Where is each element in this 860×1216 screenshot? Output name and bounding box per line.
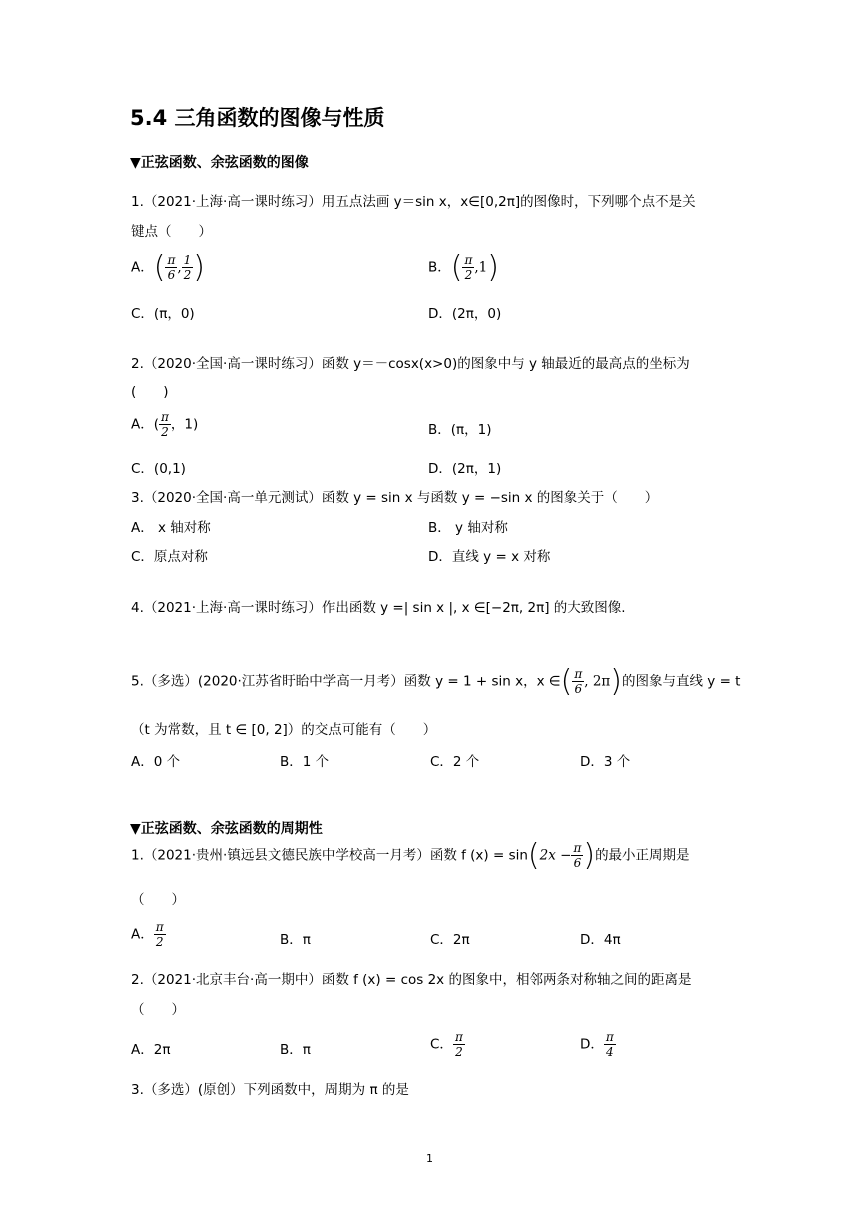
fraction: $\frac{\pi}{2}$ <box>454 1030 463 1059</box>
question-2-line1: 2.（2020·全国·高一课时练习）函数 y＝－cosx(x>0)的图象中与 y 轴最近的最高点的坐标为 <box>131 356 690 372</box>
question-1-line2: 键点（ ） <box>131 224 212 240</box>
page-number: 1 <box>426 1152 433 1165</box>
period-q2-option-b: B．π <box>280 1042 311 1058</box>
period-q2-option-c: C． $\frac{\pi}{2}$ <box>430 1030 463 1059</box>
period-q2-option-a: A．2π <box>131 1042 171 1058</box>
fraction: $\frac{\pi}{4}$ <box>605 1030 614 1059</box>
period-question-2-line2: （ ） <box>131 1002 185 1018</box>
q3-option-b: B． y 轴对称 <box>428 520 508 536</box>
question-3: 3.（2020·全国·高一单元测试）函数 y = sin x 与函数 y = −sin x 的图象关于（ ） <box>131 490 659 506</box>
q5-option-a: A．0 个 <box>131 754 181 770</box>
q2-option-a: A．( $\frac{\pi}{2}$ ，1) <box>131 410 199 439</box>
q5-option-d: D．3 个 <box>580 754 631 770</box>
q1-option-a: A．( $\frac{\pi}{6}$ , $\frac{1}{2}$ ) <box>131 250 206 285</box>
period-question-1-line2: （ ） <box>131 892 185 908</box>
question-2-line2: ( ) <box>131 384 169 400</box>
fraction: $\frac{\pi}{2}$ <box>161 410 169 439</box>
question-1-line1: 1.（2021·上海·高一课时练习）用五点法画 y＝sin x，x∈[0,2π]的图像时，下列哪个点不是关 <box>131 194 696 210</box>
period-q1-option-a: A． $\frac{\pi}{2}$ <box>131 920 164 949</box>
q1-option-b: B．( $\frac{\pi}{2}$ ,1) <box>428 250 499 285</box>
q1-option-d: D．(2π，0) <box>428 306 502 322</box>
page-title: 5.4 三角函数的图像与性质 <box>130 106 385 130</box>
fraction: $\frac{\pi}{6}$ <box>573 841 582 870</box>
question-4: 4.（2021·上海·高一课时练习）作出函数 y =| sin x |, x ∈[−2π, 2π] 的大致图像. <box>131 600 626 616</box>
period-question-1-line1: 1.（2021·贵州·镇远县文德民族中学校高一月考）函数 f (x) = sin(2x − $\frac{\pi}{6}$ )的最小正周期是 <box>131 838 690 873</box>
q1-option-c: C．(π，0) <box>131 306 195 322</box>
question-5-line1: 5.（多选）(2020·江苏省盱眙中学高一月考）函数 y = 1 + sin x，x ∈( $\frac{\pi}{6}$ , 2π)的图象与直线 y = t <box>131 664 741 699</box>
q2-option-b: B．(π，1) <box>428 422 492 438</box>
period-q1-option-b: B．π <box>280 932 311 948</box>
period-q2-option-d: D． $\frac{\pi}{4}$ <box>580 1030 614 1059</box>
fraction: $\frac{1}{2}$ <box>183 253 192 282</box>
section-heading-graphs: ▼正弦函数、余弦函数的图像 <box>130 155 309 171</box>
period-q1-option-d: D．4π <box>580 932 621 948</box>
period-question-2-line1: 2.（2021·北京丰台·高一期中）函数 f (x) = cos 2x 的图象中，相邻两条对称轴之间的距离是 <box>131 972 692 988</box>
q2-option-d: D．(2π，1) <box>428 461 502 477</box>
q2-option-c: C．(0,1) <box>131 461 186 477</box>
fraction: $\frac{\pi}{2}$ <box>464 253 473 282</box>
fraction: $\frac{\pi}{6}$ <box>574 667 583 696</box>
fraction: $\frac{\pi}{6}$ <box>167 253 176 282</box>
question-5-line2: （t 为常数，且 t ∈ [0, 2]）的交点可能有（ ） <box>131 722 437 738</box>
q3-option-d: D．直线 y = x 对称 <box>428 549 551 565</box>
q3-option-c: C．原点对称 <box>131 549 208 565</box>
q3-option-a: A． x 轴对称 <box>131 520 211 536</box>
q5-option-c: C．2 个 <box>430 754 480 770</box>
q5-option-b: B．1 个 <box>280 754 330 770</box>
period-q1-option-c: C．2π <box>430 932 470 948</box>
section-heading-period: ▼正弦函数、余弦函数的周期性 <box>130 821 323 837</box>
period-question-3: 3.（多选）(原创）下列函数中，周期为 π 的是 <box>131 1082 409 1098</box>
fraction: $\frac{\pi}{2}$ <box>155 920 164 949</box>
